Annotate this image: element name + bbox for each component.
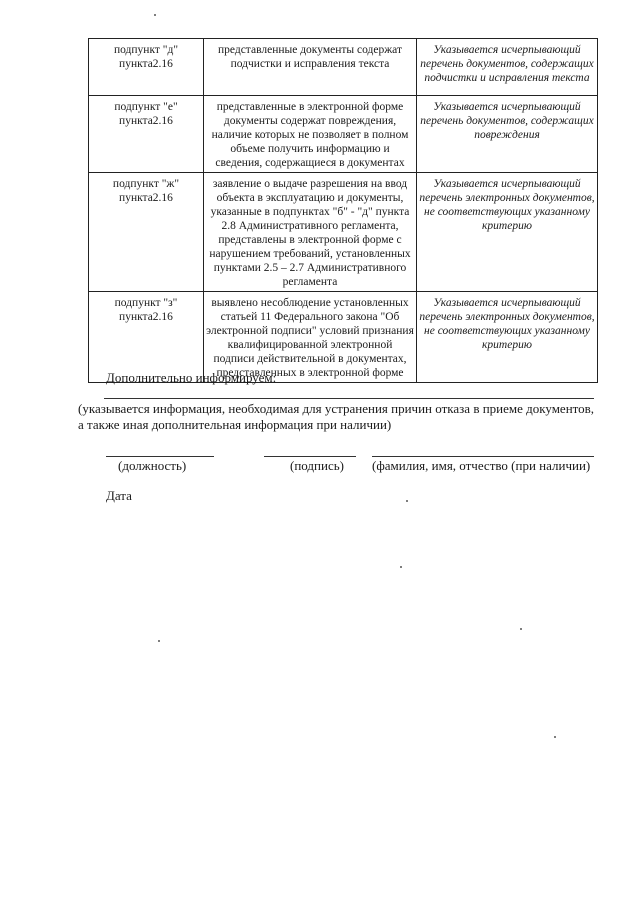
comment-cell: Указывается исчерпывающий перечень документов, содержащих подчистки и исправления текста <box>417 39 598 96</box>
table-row <box>89 173 598 292</box>
comment-cell: Указывается исчерпывающий перечень электронных документов, не соответствующих указанному критерию <box>417 173 598 292</box>
full-name-line <box>372 456 594 457</box>
additional-info-note: (указывается информация, необходимая для устранения причин отказа в приеме документов, а также иная дополнительная информация при наличии) <box>78 401 595 432</box>
scan-speck <box>406 500 408 502</box>
additional-info-line <box>104 398 594 399</box>
scan-speck <box>400 566 402 568</box>
date-label: Дата <box>106 488 132 503</box>
clause-cell: подпункт "д" пункта2.16 <box>89 39 204 96</box>
reason-cell: выявлено несоблюдение установленных статьей 11 Федерального закона "Об электронной подписи" условий признания квалифицированной электронной подписи действительной в документах, представленных в электронной форме <box>204 292 417 383</box>
reason-cell: представленные в электронной форме документы содержат повреждения, наличие которых не позволяет в полном объеме получить информацию и сведения, содержащиеся в документах <box>204 96 417 173</box>
clause-cell: подпункт "е" пункта2.16 <box>89 96 204 173</box>
scan-speck <box>154 14 156 16</box>
signature-caption: (подпись) <box>290 458 344 473</box>
reason-cell: представленные документы содержат подчистки и исправления текста <box>204 39 417 96</box>
clause-cell: подпункт "з" пункта2.16 <box>89 292 204 383</box>
full-name-caption: (фамилия, имя, отчество (при наличии) <box>372 458 591 473</box>
reason-cell: заявление о выдаче разрешения на ввод объекта в эксплуатацию и документы, указанные в подпунктах "б" - "д" пункта 2.8 Административного регламента, представлены в электронной форме с нарушением требований, установленных пунктами 2.5 – 2.7 Административного регламента <box>204 173 417 292</box>
table-row <box>89 292 598 383</box>
scan-speck <box>158 640 160 642</box>
clause-cell: подпункт "ж" пункта2.16 <box>89 173 204 292</box>
position-caption: (должность) <box>118 458 187 473</box>
additional-info-label: Дополнительно информируем: <box>106 370 277 385</box>
signature-line <box>264 456 356 457</box>
refusal-reasons-table <box>88 38 598 383</box>
comment-cell: Указывается исчерпывающий перечень электронных документов, не соответствующих указанному критерию <box>417 292 598 383</box>
scan-speck <box>554 736 556 738</box>
position-line <box>106 456 214 457</box>
comment-cell: Указывается исчерпывающий перечень документов, содержащих повреждения <box>417 96 598 173</box>
scan-speck <box>520 628 522 630</box>
table-row <box>89 39 598 96</box>
table-row <box>89 96 598 173</box>
